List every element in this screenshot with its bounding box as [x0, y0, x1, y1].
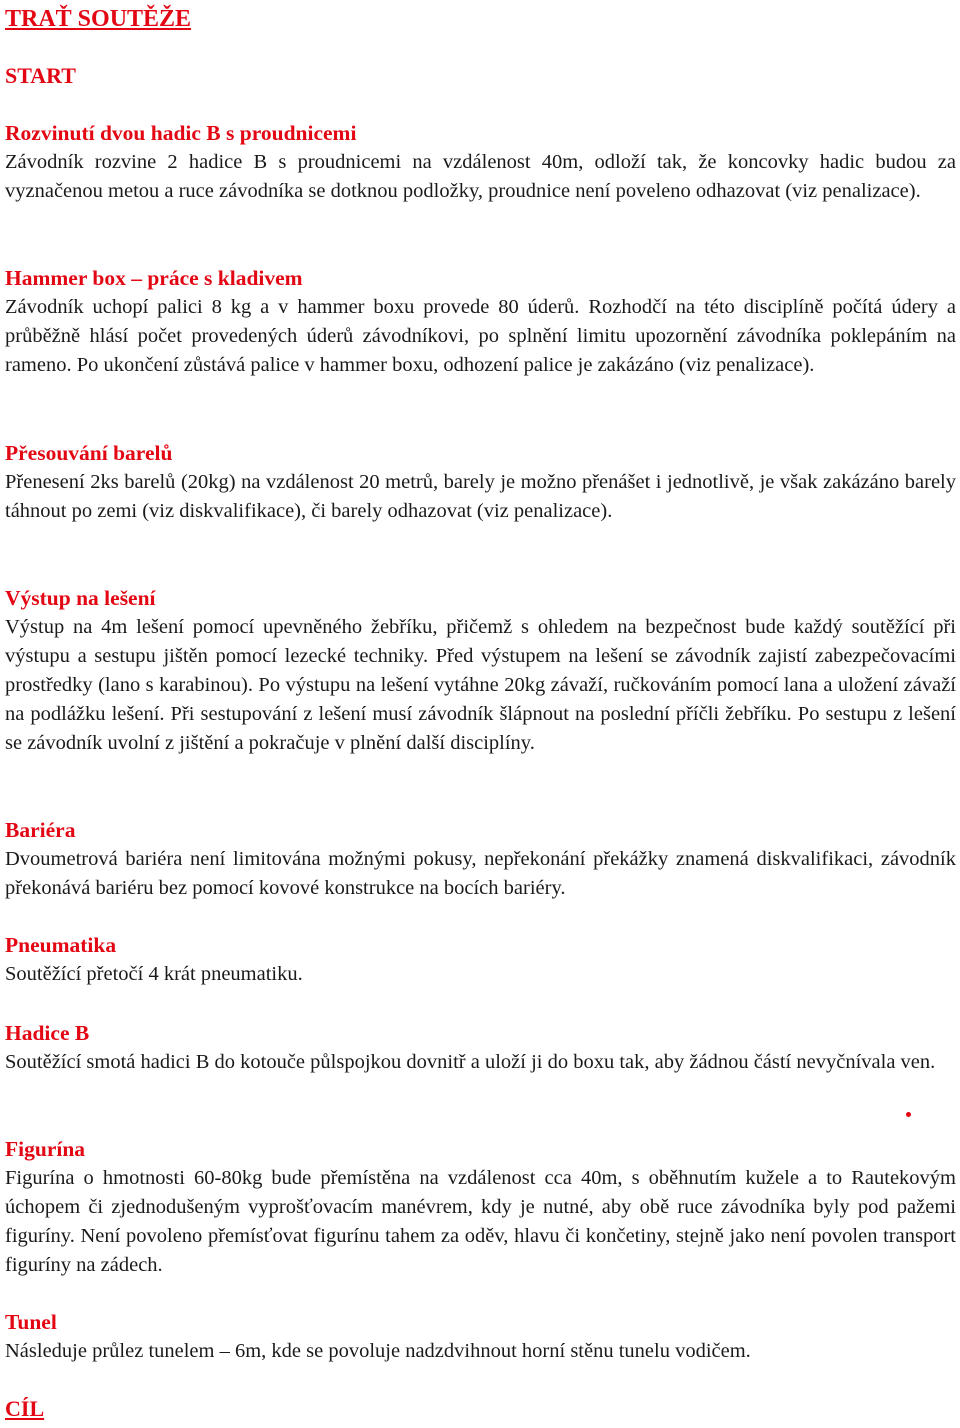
- page-title: TRAŤ SOUTĚŽE: [5, 6, 192, 32]
- section-text: Soutěžící smotá hadici B do kotouče půlspojkou dovnitř a uloží ji do boxu tak, aby žádnou částí nevyčnívala ven.: [5, 1051, 936, 1073]
- section-barrel-carry: [5, 439, 956, 526]
- section-heading: Rozvinutí dvou hadic B s proudnicemi: [5, 121, 357, 145]
- section-text: Následuje průlez tunelem – 6m, kde se povoluje nadzdvihnout horní stěnu tunelu vodičem.: [5, 1340, 751, 1362]
- section-heading: Přesouvání barelů: [5, 441, 173, 465]
- section-barrier: [5, 816, 956, 903]
- section-text: Figurína o hmotnosti 60-80kg bude přemístěna na vzdálenost cca 40m, s oběhnutím kužele a to Rautekovým úchopem či zjednodušeným vyprošťovacím manévrem, kdy je nutné, aby obě ruce závodníka byly pod pažemi figuríny. Není povoleno přemísťovat figurínu tahem za oděv, hlavu či končetiny, stejně jako není povolen transport figuríny na zádech.: [5, 1167, 956, 1276]
- section-hose-b: [5, 1019, 956, 1077]
- section-heading: Figurína: [5, 1137, 86, 1161]
- section-dummy: [5, 1135, 956, 1280]
- section-text: Výstup na 4m lešení pomocí upevněného žebříku, přičemž s ohledem na bezpečnost bude každý soutěžící při výstupu a sestupu jištěn pomocí lezecké techniky. Před výstupem na lešení se závodník zajistí zabezpečovacími prostředky (lano s karabinou). Po výstupu na lešení vytáhne 20kg závaží, ručkováním pomocí lana a uložení závaží na podlážku lešení. Při sestupování z lešení musí závodník šlápnout na poslední příčli žebříku. Po sestupu z lešení se závodník uvolní z jištění a pokračuje v plnění další disciplíny.: [5, 616, 956, 754]
- section-hammer-box: [5, 264, 956, 380]
- section-tire: [5, 931, 956, 989]
- section-tunnel: [5, 1308, 956, 1366]
- section-heading: Výstup na lešení: [5, 586, 156, 610]
- finish-label: CÍL: [5, 1396, 45, 1421]
- section-heading: Bariéra: [5, 818, 76, 842]
- start-label: START: [5, 63, 76, 88]
- section-text: Závodník uchopí palici 8 kg a v hammer boxu provede 80 úderů. Rozhodčí na této disciplíně počítá údery a průběžně hlásí počet provedených úderů závodníkovi, po splnění limitu upozornění závodníka poklepáním na rameno. Po ukončení zůstává palice v hammer boxu, odhození palice je zakázáno (viz penalizace).: [5, 296, 956, 376]
- section-text: Soutěžící přetočí 4 krát pneumatiku.: [5, 963, 303, 985]
- section-heading: Hammer box – práce s kladivem: [5, 266, 303, 290]
- section-heading: Tunel: [5, 1310, 57, 1334]
- section-heading: Hadice B: [5, 1021, 90, 1045]
- section-text: Závodník rozvine 2 hadice B s proudnicemi na vzdálenost 40m, odloží tak, že koncovky hadic budou za vyznačenou metou a ruce závodníka se dotknou podložky, proudnice není poveleno odhazovat (viz penalizace).: [5, 151, 956, 202]
- bullet-dot-icon: [906, 1112, 911, 1117]
- section-text: Dvoumetrová bariéra není limitována možnými pokusy, nepřekonání překážky znamená diskvalifikaci, závodník překonává bariéru bez pomocí kovové konstrukce na bocích bariéry.: [5, 848, 956, 899]
- section-heading: Pneumatika: [5, 933, 117, 957]
- section-hose-deployment: [5, 119, 956, 206]
- section-text: Přenesení 2ks barelů (20kg) na vzdálenost 20 metrů, barely je možno přenášet i jednotlivě, je však zakázáno barely táhnout po zemi (viz diskvalifikace), či barely odhazovat (viz penalizace).: [5, 471, 956, 522]
- section-scaffold-climb: [5, 584, 956, 758]
